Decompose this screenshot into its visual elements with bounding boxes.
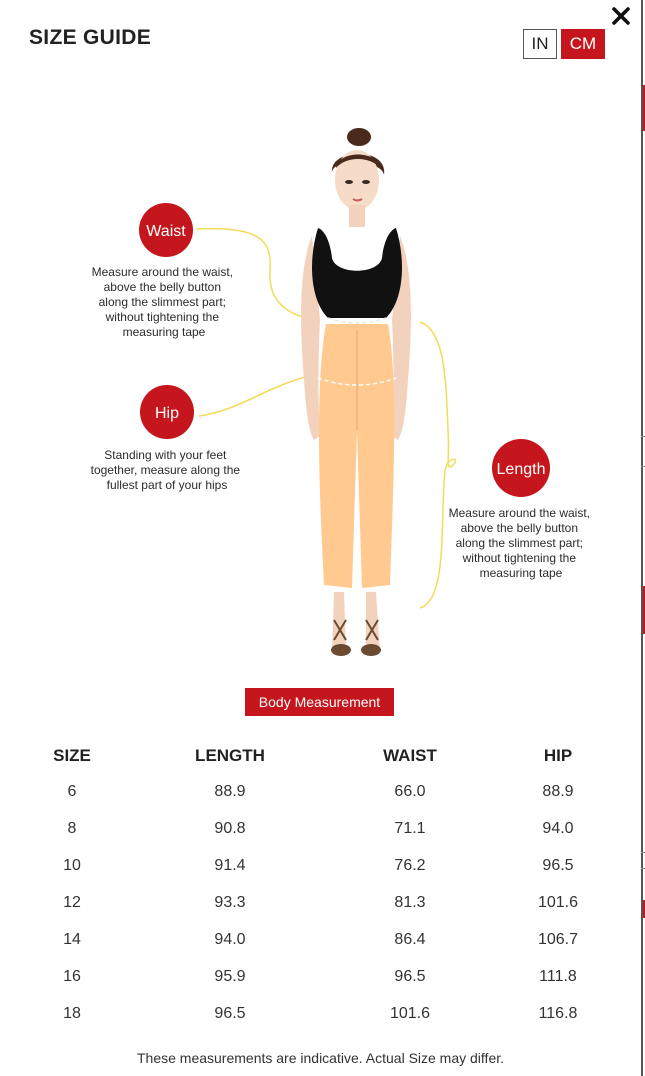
background-divider [641,466,645,467]
length-badge-label: Length [496,461,546,478]
hip-cell: 101.6 [537,894,579,911]
hip-callout: Standing with your feet together, measure along the fullest part of your hips [90,448,241,492]
table-header-row [0,740,641,777]
table-row [0,962,641,999]
length-cell: 93.3 [214,894,246,911]
column-header-size: SIZE [53,746,91,765]
close-icon [607,2,635,30]
hip-badge-label: Hip [154,405,180,422]
hip-cell: 94.0 [542,820,574,837]
length-cell: 91.4 [214,857,246,874]
column-header-waist: WAIST [383,746,437,765]
waist-cell: 81.3 [394,894,426,911]
size-cell: 12 [63,894,81,911]
hip-cell: 88.9 [542,783,574,800]
waist-cell: 66.0 [394,783,426,800]
length-cell: 96.5 [214,1005,246,1022]
waist-cell: 101.6 [389,1005,431,1022]
table-row [0,925,641,962]
size-cell: 8 [67,820,77,837]
body-measurement-label: Body Measurement [245,688,394,716]
waist-cell: 71.1 [394,820,426,837]
size-cell: 14 [63,931,81,948]
waist-cell: 76.2 [394,857,426,874]
length-callout: Measure around the waist, above the belly button along the slimmest part; without tightening the measuring tape [448,506,591,580]
size-cell: 18 [63,1005,81,1022]
size-cell: 10 [63,857,81,874]
table-row [0,814,641,851]
table-row [0,999,641,1036]
hip-cell: 116.8 [538,1005,578,1022]
size-table [0,740,641,1036]
background-divider [641,436,645,437]
hip-cell: 111.8 [539,968,577,985]
unit-toggle [523,29,605,59]
waist-cell: 96.5 [394,968,426,985]
unit-in-button[interactable]: IN [523,29,557,59]
table-row [0,777,641,814]
hip-cell: 96.5 [542,857,574,874]
close-button[interactable] [607,2,635,30]
unit-cm-button[interactable]: CM [561,29,605,59]
length-cell: 94.0 [214,931,246,948]
length-cell: 95.9 [214,968,246,985]
column-header-length: LENGTH [195,746,265,765]
background-divider [641,852,645,853]
waist-callout: Measure around the waist, above the belly button along the slimmest part; without tightening the measuring tape [91,265,234,339]
size-cell: 6 [67,783,77,800]
table-row [0,888,641,925]
table-row [0,851,641,888]
column-header-hip: HIP [543,746,573,765]
waist-badge-label: Waist [146,223,186,240]
disclaimer-text: These measurements are indicative. Actual Size may differ. [136,1050,505,1066]
size-cell: 16 [63,968,81,985]
background-divider [641,868,645,869]
waist-cell: 86.4 [394,931,426,948]
page-title: SIZE GUIDE [29,26,152,49]
body-measurement-illustration [80,120,610,665]
length-cell: 90.8 [214,820,246,837]
hip-cell: 106.7 [537,931,579,948]
length-cell: 88.9 [214,783,246,800]
